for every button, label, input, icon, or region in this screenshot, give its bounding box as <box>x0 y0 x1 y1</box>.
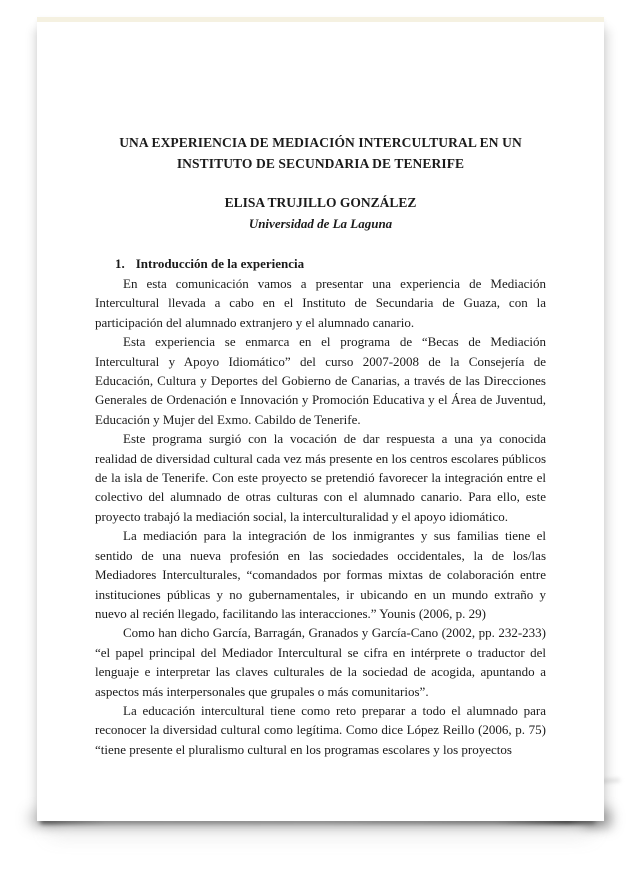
paragraph: La mediación para la integración de los inmigrantes y sus familias tiene el sentido de una nueva profesión en las sociedades occidentales, la de los/las Mediadores Interculturales, “comandados por formas mixtas de colaboración entre instituciones públicas y no gubernamentales, ir ubicando en un mundo extraño y nuevo al recién llegado, facilitando las interacciones.” Younis (2006, p. 29) <box>95 528 546 621</box>
author-affiliation: Universidad de La Laguna <box>248 216 393 231</box>
paragraph: En esta comunicación vamos a presentar una experiencia de Mediación Intercultural llevada a cabo en el Instituto de Secundaria de Guaza, con la participación del alumnado extranjero y el alumnado canario. <box>95 276 546 330</box>
section-title: Introducción de la experiencia <box>135 256 305 271</box>
paragraph: Este programa surgió con la vocación de dar respuesta a una ya conocida realidad de diversidad cultural cada vez más presente en los centros escolares públicos de la isla de Tenerife. Con este proyecto se pretendió favorecer la integración entre el colectivo del alumnado de otras culturas con el alumnado canario. Para ello, este proyecto trabajó la mediación social, la interculturalidad y el apoyo idiomático. <box>95 431 546 524</box>
author-block <box>95 192 546 234</box>
paragraph: La educación intercultural tiene como reto preparar a todo el alumnado para reconocer la diversidad cultural como legítima. Como dice López Reillo (2006, p. 75) “tiene presente el pluralismo cultural en los programas escolares y los proyectos <box>95 702 546 757</box>
section-number: 1. <box>115 256 125 271</box>
paragraph: Esta experiencia se enmarca en el programa de “Becas de Mediación Intercultural y Apoyo Idiomático” del curso 2007-2008 de la Consejería de Educación, Cultura y Deportes del Gobierno de Canarias, a través de las Direcciones Generales de Ordenación e Innovación y Promoción Educativa y el Área de Juventud, Educación y Mujer del Exmo. Cabildo de Tenerife. <box>95 334 546 427</box>
author-name: ELISA TRUJILLO GONZÁLEZ <box>224 195 417 210</box>
section-heading <box>95 253 546 274</box>
document-title <box>95 22 546 174</box>
document-title-line-2: INSTITUTO DE SECUNDARIA DE TENERIFE <box>176 156 465 171</box>
paragraph: Como han dicho García, Barragán, Granados y García-Cano (2002, pp. 232-233) “el papel principal del Mediador Intercultural se cifra en intérprete o traductor del lenguaje e interpretar las claves culturales de la sociedad de acogida, apuntando a aspectos más interpersonales que grupales o más comunitarios”. <box>95 625 546 699</box>
page-bottom-soft-shadow <box>50 823 590 833</box>
document-title-line-1: UNA EXPERIENCIA DE MEDIACIÓN INTERCULTURAL EN UN <box>119 135 522 150</box>
document-content <box>37 22 604 759</box>
document-page <box>37 17 604 821</box>
